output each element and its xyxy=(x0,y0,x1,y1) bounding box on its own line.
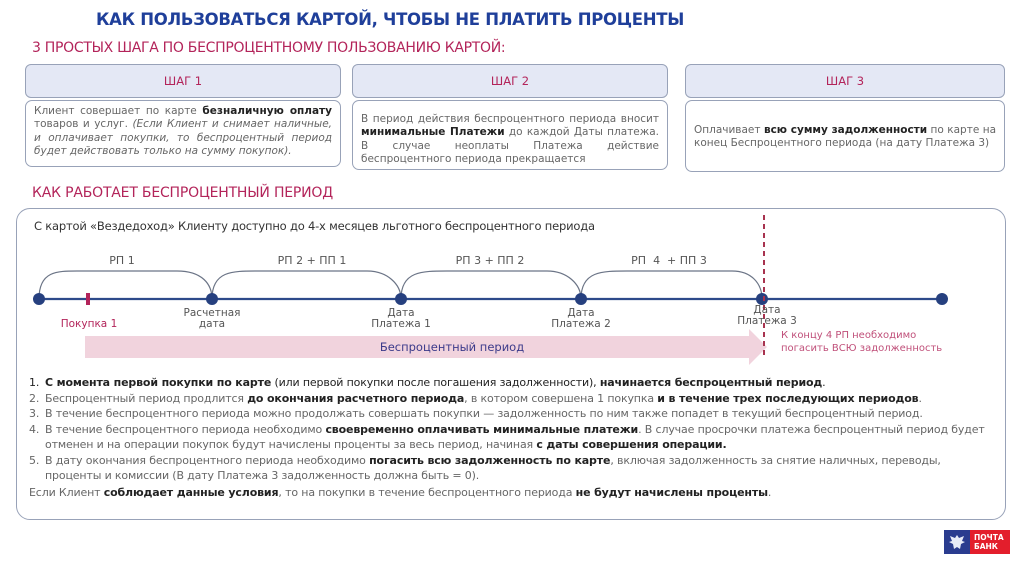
arc-label-4: РП 4 + ПП 3 xyxy=(631,254,707,267)
step-2-text-2: до каждой Даты платежа. В случае неоплаты Платежа действие беспроцентного периода прекращается xyxy=(361,126,659,165)
rule-text: с даты совершения операции. xyxy=(536,438,727,451)
step-1-text-2: товаров и услуг. xyxy=(34,118,133,131)
step-3-body xyxy=(685,100,1005,172)
rule-text: начинается беспроцентный период xyxy=(599,376,823,389)
rule-item xyxy=(29,375,989,391)
rule-text: до окончания расчетного периода xyxy=(247,391,465,405)
pochta-bank-logo xyxy=(944,530,1010,554)
rules-list xyxy=(29,375,989,500)
step-1-bold: безналичную оплату xyxy=(202,105,332,117)
rule-text: Беспроцентный период продлится xyxy=(45,391,248,405)
rule-number: 3. xyxy=(29,407,40,420)
step-2-label: ШАГ 2 xyxy=(490,74,530,88)
rule-text: и в течение трех последующих периодов xyxy=(657,391,919,405)
rule-text: В дату окончания беспроцентного периода необходимо xyxy=(45,453,370,467)
step-2-text: В период действия беспроцентного периода вносит xyxy=(361,113,659,125)
grace-period-panel xyxy=(16,208,1006,520)
rule-number: 5. xyxy=(29,453,40,467)
step-3-card xyxy=(685,64,1005,172)
page-subtitle: 3 ПРОСТЫХ ШАГА ПО БЕСПРОЦЕНТНОМУ ПОЛЬЗОВАНИЮ КАРТОЙ: xyxy=(32,40,506,56)
point-label-payment-1: Дата Платежа 1 xyxy=(371,307,431,330)
step-3-text: Оплачивает xyxy=(694,124,764,136)
rule-number: 1. xyxy=(29,376,40,389)
step-2-header xyxy=(352,64,668,98)
rule-text: В течение беспроцентного периода можно продолжать совершать покупки — задолженность по ним также попадет в текущий беспроцентный период. xyxy=(45,407,923,420)
final-statement: Если Клиент соблюдает данные условия, то на покупки в течение беспроцентного периода не будут начислены проценты. xyxy=(29,485,772,499)
panel-lead: С картой «Вездедоход» Клиенту доступно до 4-х месяцев льготного беспроцентного периода xyxy=(34,219,595,233)
step-2-bold: минимальные Платежи xyxy=(361,126,505,139)
step-1-header xyxy=(25,64,341,98)
rule-item xyxy=(29,391,989,407)
rule-text: В течение беспроцентного периода необходимо xyxy=(45,422,326,436)
rule-text: С момента первой покупки по карте xyxy=(45,376,272,389)
section-title: КАК РАБОТАЕТ БЕСПРОЦЕНТНЫЙ ПЕРИОД xyxy=(32,185,333,201)
step-1-italic: (Если Клиент и снимает наличные, и оплачивает покупки, то беспроцентный период будет действовать только на сумму покупок). xyxy=(34,118,333,157)
rule-text: , включая задолженность за снятие наличных, переводы, проценты и комиссии (В дату Платежа 3 задолженность должна быть = 0). xyxy=(45,453,941,482)
point-label-payment-3: Дата Платежа 3 xyxy=(737,304,797,327)
step-3-bold: всю сумму задолженности xyxy=(763,124,928,136)
rule-text: (или первой покупки после погашения задолженности), xyxy=(271,376,600,389)
step-1-label: ШАГ 1 xyxy=(163,74,203,88)
step-1-body xyxy=(25,100,341,167)
rule-text: . В случае просрочки платежа беспроцентный период будет отменен и на операции покупок будут начислены проценты за весь период, начиная xyxy=(45,422,985,451)
rule-number: 4. xyxy=(29,422,40,436)
rule-text: своевременно оплачивать минимальные платежи xyxy=(325,422,639,436)
deadline-note: К концу 4 РП необходимо погасить ВСЮ задолженность xyxy=(781,330,943,354)
step-3-header xyxy=(685,64,1005,98)
step-2-card xyxy=(352,64,668,170)
rule-item xyxy=(29,453,989,484)
step-2-body xyxy=(352,100,668,170)
grace-period-label: Беспроцентный период xyxy=(379,340,525,354)
step-3-label: ШАГ 3 xyxy=(825,74,865,88)
rule-item xyxy=(29,406,989,422)
arc-label-2: РП 2 + ПП 1 xyxy=(277,254,347,267)
arc-label-3: РП 3 + ПП 2 xyxy=(455,254,525,267)
point-label-settlement: Расчетная дата xyxy=(183,307,241,330)
step-3-text-2: по карте на конец Беспроцентного периода (на дату Платежа 3) xyxy=(694,124,997,150)
step-1-text: Клиент совершает по карте xyxy=(34,105,203,117)
rule-number: 2. xyxy=(29,391,40,405)
rule-text: , в котором совершена 1 покупка xyxy=(464,391,658,405)
step-1-card xyxy=(25,64,341,167)
eagle-icon xyxy=(944,530,970,554)
rule-text: . xyxy=(822,376,826,389)
rule-text: . xyxy=(918,391,922,405)
logo-text: ПОЧТА БАНК xyxy=(970,530,1010,554)
purchase-label: Покупка 1 xyxy=(60,318,118,330)
page-title: КАК ПОЛЬЗОВАТЬСЯ КАРТОЙ, ЧТОБЫ НЕ ПЛАТИТЬ ПРОЦЕНТЫ xyxy=(96,10,684,29)
arc-label-1: РП 1 xyxy=(109,254,135,267)
point-label-payment-2: Дата Платежа 2 xyxy=(551,307,611,330)
rule-text: погасить всю задолженность по карте xyxy=(369,453,611,467)
rule-item xyxy=(29,422,989,453)
